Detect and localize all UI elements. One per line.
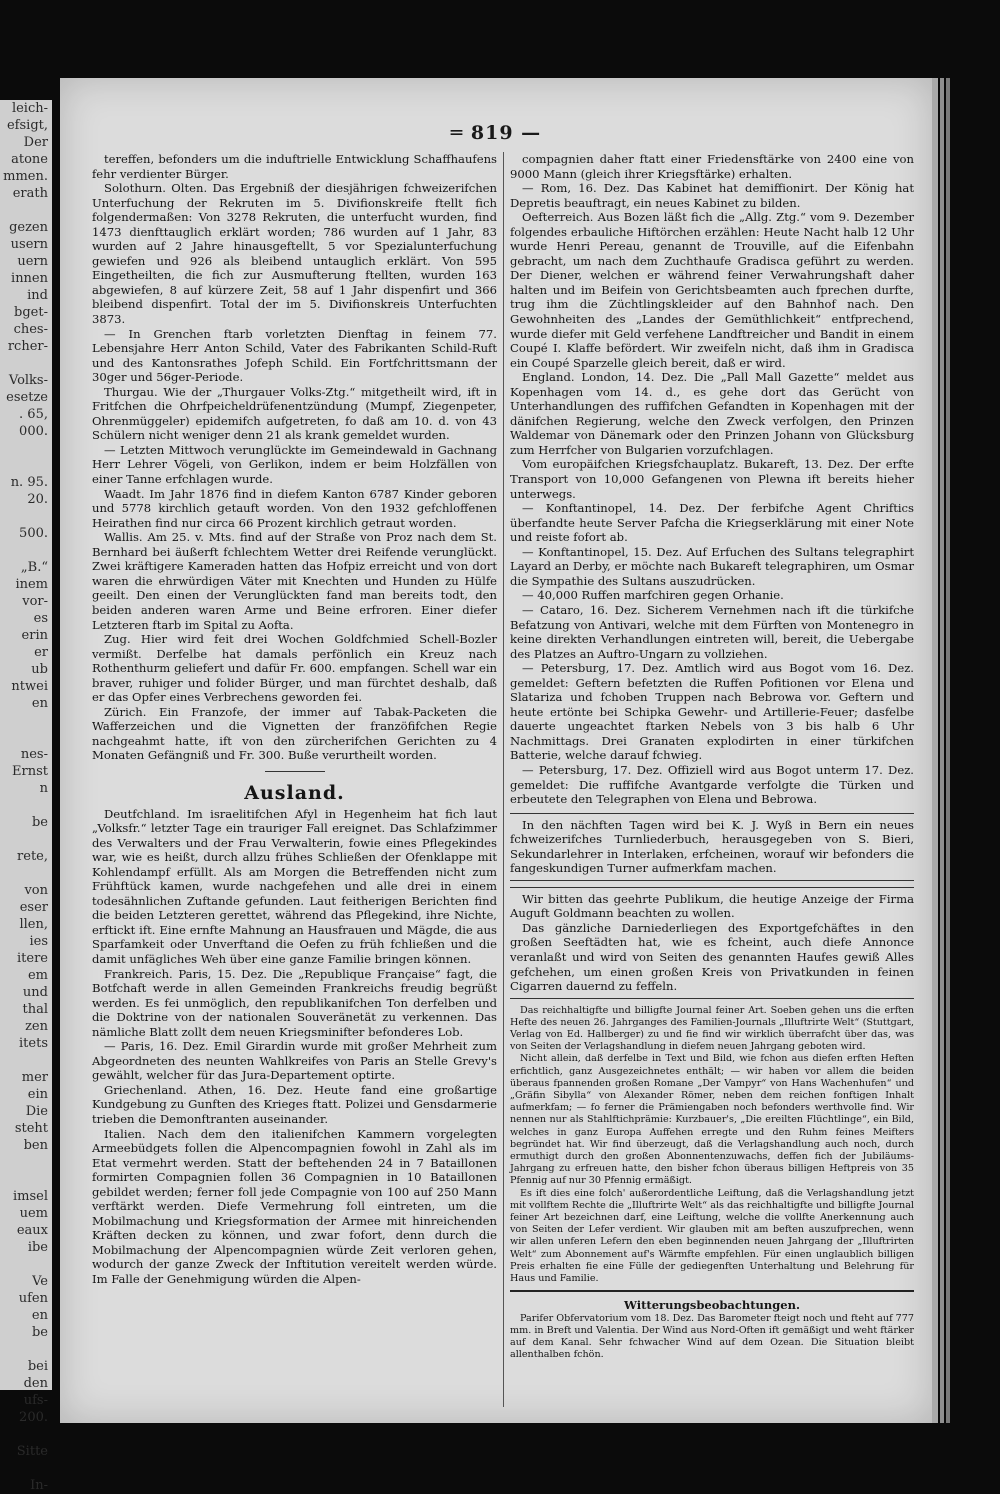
weather-text: Parifer Obfervatorium vom 18. Dez. Das Barometer fteigt noch und fteht auf 777 mm. in Breft und Valentia. Der Wind aus Nord-Often ift gemäßigt und weht ftärker auf dem Kanal. Sehr fchwacher Wind auf dem Ozean. Die Situation bleibt allenthalben fchön.	[510, 1312, 914, 1361]
section-title-ausland: Ausland.	[244, 781, 345, 804]
article-konstantinopel-14: — Konftantinopel, 14. Dez. Der ferbifche Agent Chriftics überfandte heute Server Pafcha die Kriegserklärung mit einer Note und reiste fofort ab.	[510, 501, 914, 545]
previous-page-fragment: bei	[27, 1359, 48, 1374]
article-waadt: Waadt. Im Jahr 1876 find in diefem Kanton 6787 Kinder geboren und 5778 kirchlich getauft worden. Von den 1932 gefchloffenen Heirathen find nur circa 66 Prozent kirchlich getraut worden.	[92, 486, 497, 530]
article-petersburg-17a: — Petersburg, 17. Dez. Amtlich wird aus Bogot vom 16. Dez. gemeldet: Geftern befetzten die Ruffen Pofitionen vor Elena und Slatariza und fchoben Truppen nach Bebrowa vor. Geftern und heute ertönte bei Schipka Gewehr- und Artillerie-Feuer; dasfelbe dauerte ungeachtet ftarken Nebels von 3 bis halb 6 Uhr Nachmittags. Drei Granaten explodirten in einer türkifchen Batterie, welche darauf fchwieg.	[510, 661, 914, 763]
previous-page-fragment	[0, 797, 52, 814]
previous-page-fragment	[0, 440, 52, 457]
previous-page-fragment: „B.“	[20, 560, 48, 575]
previous-page-fragment	[0, 1154, 52, 1171]
previous-page-fragment	[0, 729, 52, 746]
weather-divider	[510, 1290, 914, 1292]
column-rule	[503, 152, 504, 1407]
article-rom: — Rom, 16. Dez. Das Kabinet hat demiffionirt. Der König hat Depretis beauftragt, ein neues Kabinet zu bilden.	[510, 181, 914, 210]
journal-para-2: Nicht allein, daß derfelbe in Text und Bild, wie fchon aus diefen erften Heften erfichtlich, ganz Ausgezeichnetes enthält; — wir haben vor allem die beiden überaus fpannenden großen Romane „Der Vampyr“ von Hans Wachenhufen“ und „Gräfin Sibylla“ von Alexander Römer, neben dem reichen fonftigen Inhalt aufmerkfam; — fo ferner die Prämiengaben noch befonders werthvolle find. Wir nennen nur als Stahlftichprämie: Kurzbauer's, „Die ereilten Flüchtlinge“, ein Bild, welches in ganz Europa Auffehen erregte und den Ruhm feines Meifters begründet hat. Wir find überzeugt, daß die Verlagshandlung auch noch, durch ermuthigt durch den großen Abonnentenzuwachs, deffen fich der Jubiläums-Jahrgang zu erfreuen hatte, den bisher fchon überaus billigen Heftpreis von 35 Pfennig auf nur 30 Pfennig ermäßigt.	[510, 1053, 914, 1187]
previous-page-fragment: erath	[12, 186, 48, 201]
previous-page-fragment: . 65,	[19, 407, 48, 422]
previous-page-fragment: ein	[27, 1087, 48, 1102]
article-gachnang: — Letzten Mittwoch verunglückte im Gemeindewald in Gachnang Herr Lehrer Vögeli, von Gerlikon, indem er beim Holzfällen von einer Tanne erfchlagen wurde.	[92, 442, 497, 487]
previous-page-fragment	[0, 355, 52, 372]
previous-page-fragment: imsel	[12, 1189, 48, 1204]
previous-page-fragment: vor-	[22, 594, 48, 609]
previous-page-fragment: leich-	[11, 101, 48, 116]
previous-page-fragment: steht	[14, 1121, 48, 1136]
previous-page-fragment: en	[31, 1308, 48, 1323]
previous-page-fragment: efsigt,	[6, 118, 48, 133]
previous-page-fragment: eser	[19, 900, 48, 915]
previous-page-fragment: rcher-	[7, 339, 48, 354]
previous-page-fragment: er	[34, 645, 48, 660]
previous-page-fragment: uem	[19, 1206, 48, 1221]
previous-page-fragment: ben	[23, 1138, 48, 1153]
previous-page-edge	[0, 100, 52, 1493]
previous-page-fragment: ufen	[18, 1291, 48, 1306]
previous-page-fragment: ufs-	[23, 1393, 48, 1408]
previous-page-fragment: Ve	[32, 1274, 48, 1289]
left-column	[92, 152, 497, 1287]
previous-page-fragment: uern	[17, 254, 48, 269]
previous-page-fragment	[0, 712, 52, 729]
previous-page-fragment: 200.	[19, 1410, 48, 1425]
previous-page-fragment: n. 95.	[10, 475, 48, 490]
previous-page-fragment: ind	[27, 288, 48, 303]
previous-page-fragment: itets	[19, 1036, 48, 1051]
previous-page-fragment: Sitte	[16, 1444, 48, 1459]
previous-page-fragment: be	[31, 1325, 48, 1340]
notice-goldmann-2: Das gänzliche Darniederliegen des Exportgefchäftes in den großen Seeftädten hat, wie es fcheint, auch diefe Annonce veranlaßt und wird von Seiten des genannten Haufes gewiß Alles gefchehen, um einen großen Kreis von Privatkunden in feinen Cigarren dauernd zu feffeln.	[510, 920, 914, 994]
page-stack-edge	[946, 78, 950, 1423]
article-griechenland: Griechenland. Athen, 16. Dez. Heute fand eine großartige Kundgebung zu Gunften des Krieges ftatt. Polizei und Gensdarmerie trieben die Demonftranten auseinander.	[92, 1082, 497, 1126]
right-column	[510, 152, 914, 1362]
journal-para-3: Es ift dies eine folch' außerordentliche Leiftung, daß die Verlagshandlung jetzt mit vollftem Rechte die „Illuftrirte Welt“ als das reichhaltigfte und billigfte Journal feiner Art bezeichnen darf, eine Leiftung, welche die vollfte Anerkennung auch von Seiten der Lefer verdient. Wir glauben mit am beften auszufprechen, wenn wir allen unferen Lefern den eben beginnenden neuen Jahrgang der „Illuftrirten Welt“ zum Abonnement auf's Wärmfte empfehlen. Für einen unglaublich billigen Preis erhalten fie eine Fülle der gediegenften Unterhaltung und Belehrung für Haus und Familie.	[510, 1187, 914, 1285]
previous-page-fragment: von	[24, 883, 48, 898]
article-zuerich: Zürich. Ein Franzofe, der immer auf Tabak-Packeten die Wafferzeichen und die Vignetten der franzöfifchen Regie nachgeahmt hatte, ift von den zürcherifchen Gerichten zu 4 Monaten Gefängniß und Fr. 300. Buße verurtheilt worden.	[92, 704, 497, 763]
previous-page-fragment	[0, 508, 52, 525]
previous-page-fragment: gezen	[9, 220, 48, 235]
previous-page-fragment: Ernst	[12, 764, 48, 779]
previous-page-fragment: innen	[11, 271, 48, 286]
article-paris-16: — Paris, 16. Dez. Emil Girardin wurde mit großer Mehrheit zum Abgeordneten des neunten Wahlkreifes von Paris an Stelle Grevy's gewählt, welcher für das Jura-Departement optirte.	[92, 1039, 497, 1083]
article-petersburg-17b: — Petersburg, 17. Dez. Offiziell wird aus Bogot unterm 17. Dez. gemeldet: Die ruffifche Avantgarde verfolgte die Türken und erbeutete den Telegraphen von Elena und Bebrowa.	[510, 762, 914, 807]
previous-page-fragment: Die	[25, 1104, 48, 1119]
page-stack-edge	[932, 78, 938, 1423]
previous-page-fragment: und	[22, 985, 48, 1000]
page-stack-edge	[940, 78, 944, 1423]
weather-title: Witterungsbeobachtungen.	[624, 1298, 800, 1313]
previous-page-fragment: esetze	[6, 390, 48, 405]
previous-page-fragment: en	[31, 696, 48, 711]
previous-page-fragment: erin	[21, 628, 48, 643]
previous-page-fragment: ntwei	[11, 679, 48, 694]
article-solothurn: Solothurn. Olten. Das Ergebniß der diesjährigen fchweizerifchen Unterfuchung der Rekruten im 5. Divifionskreife ftellt fich folgendermaßen: Von 3278 Rekruten, die unterfucht wurden, find 1473 dienfttauglich erklärt worden; 786 wurden auf 1 Jahr, 83 wurden auf 2 Jahre hinausgeftellt, 5 vor Spezialunterfuchung gewiefen und 926 als bleibend untauglich erklärt. Von 595 Eingetheilten, die fich zur Ausmufterung ftellten, wurden 163 abgewiefen, 8 auf kürzere Zeit, 58 auf 1 Jahr dispenfirt und 366 bleibend dispenfirt. Total der im 5. Divifionskreis Unterfuchten 3873.	[92, 181, 497, 327]
previous-page-fragment: den	[23, 1376, 48, 1391]
previous-page-fragment: Volks-	[8, 373, 48, 388]
article-italien: Italien. Nach dem den italienifchen Kammern vorgelegten Armeebüdgets follen die Alpencompagnien fowohl in Zahl als im Etat vermehrt werden. Statt der beftehenden 24 in 7 Bataillonen formirten Compagnien follen 36 Compagnien in 10 Bataillonen gebildet werden; ferner foll jede Compagnie von 100 auf 250 Mann verftärkt werden. Diefe Vermehrung foll eintreten, um die Mobilmachung und Kriegsformation der Armee mit hinreichenden Kräften decken zu können, und zwar fofort, denn durch die Mobilmachung der Alpencompagnien würde Zeit verloren gehen, wodurch der ganze Zweck der Inftitution vereitelt werden würde. Im Falle der Genehmigung würden die Alpen-	[92, 1126, 497, 1287]
section-divider	[265, 771, 325, 772]
previous-page-fragment: Der	[23, 135, 48, 150]
article-russen: — 40,000 Ruffen marfchiren gegen Orhanie.	[522, 588, 784, 603]
previous-page-fragment: em	[27, 968, 48, 983]
previous-page-fragment: eaux	[16, 1223, 48, 1238]
article-thurgau: Thurgau. Wie der „Thurgauer Volks-Ztg.“ mitgetheilt wird, ift in Fritfchen die Ohrfpeicheldrüfenentzündung (Mumpf, Ziegenpeter, Ohrenmüggeler) epidemifch aufgetreten, fo daß am 10. d. von 43 Schülern nicht weniger denn 21 als krank gemeldet wurden.	[92, 384, 497, 443]
advertisement-journal	[510, 1005, 914, 1286]
article-oesterreich: Oefterreich. Aus Bozen läßt fich die „Allg. Ztg.“ vom 9. Dezember folgendes erbauliche Hiftörchen erzählen: Heute Nacht halb 12 Uhr wurde Henri Pereau, genannt de Trouville, auf die Eifenbahn gebracht, um nach dem Zuchthaufe Gradisca geführt zu werden. Der Diener, welchen er während feiner Verwahrungshaft daher halten und im Beifein von Gerichtsbeamten auch fprechen durfte, trug ihm die Züchtlingskleider auf den Bahnhof nach. Den Gewohnheiten des „Landes der Gemüthlichkeit“ entfprechend, wurde diefer mit Geld verfehene Landftreicher und Bandit in einem Coupé I. Klaffe befördert. Wir zweifeln nicht, daß ihm in Gradisca ein Coupé Sparzelle gleich bereit, daß er wird.	[510, 210, 914, 370]
previous-page-fragment	[0, 1171, 52, 1188]
previous-page-fragment: mmen.	[3, 169, 48, 184]
article-frankreich: Frankreich. Paris, 15. Dez. Die „Republique Française“ fagt, die Botfchaft werde in allen Gemeinden Frankreichs freudig begrüßt werden. Es fei unmöglich, den republikanifchen Ton derfelben und die Doktrine von der nationalen Souveränetät zu verkennen. Das nämliche Blatt zollt dem neuen Kriegsminifter befonderes Lob.	[92, 966, 497, 1039]
notice-turnliederbuch	[510, 813, 914, 881]
previous-page-fragment: 500.	[19, 526, 48, 541]
previous-page-fragment: ies	[29, 934, 48, 949]
previous-page-fragment: n	[39, 781, 48, 796]
page-number: ═ 819 —	[450, 122, 542, 144]
previous-page-fragment	[0, 202, 52, 219]
previous-page-fragment	[0, 542, 52, 559]
previous-page-fragment: bget-	[14, 305, 48, 320]
previous-page-fragment	[0, 1341, 52, 1358]
previous-page-fragment: itere	[17, 951, 48, 966]
previous-page-fragment	[0, 831, 52, 848]
article-wallis: Wallis. Am 25. v. Mts. find auf der Straße von Proz nach dem St. Bernhard bei äußerft fchlechtem Wetter drei Reifende verunglückt. Zwei kräftigere Kameraden hatten das Hofpiz erreicht und von dort waren die ehrwürdigen Väter mit Knechten und Hunden zu Hülfe geeilt. Den einen der Verunglückten fand man bereits todt, den beiden anderen waren Arme und Beine erfroren. Einer diefer Letzteren ftarb im Spital zu Aofta.	[92, 530, 497, 632]
article-england: England. London, 14. Dez. Die „Pall Mall Gazette“ meldet aus Kopenhagen vom 14. d., es gehe dort das Gerücht von Unterhandlungen des ruffifchen Gefandten in Kopenhagen mit der dänifchen Regierung, welche den Zweck verfolgen, den Prinzen Waldemar von Dänemark oder den Prinzen Johann von Glücksburg zum Herrfcher von Bulgarien vorzufchlagen.	[510, 370, 914, 457]
notice-turnlieder-text: In den nächften Tagen wird bei K. J. Wyß in Bern ein neues fchweizerifches Turnliederbuch, herausgegeben von S. Bieri, Sekundarlehrer in Interlaken, erfcheinen, worauf wir befonders die fangeskundigen Turner aufmerkfam machen.	[510, 817, 914, 876]
previous-page-fragment: 20.	[27, 492, 48, 507]
previous-page-fragment: be	[31, 815, 48, 830]
previous-page-fragment: ches-	[13, 322, 48, 337]
previous-page-fragment	[0, 1256, 52, 1273]
article-grenchen: — In Grenchen ftarb vorletzten Dienftag in feinem 77. Lebensjahre Herr Anton Schild, Vater des Fabrikanten Schild-Ruft und des Kantonsrathes Jofeph Schild. Ein Fortfchrittsmann der 30ger und 56ger-Periode.	[92, 326, 497, 385]
newspaper-page	[60, 78, 932, 1423]
previous-page-fragment	[0, 1426, 52, 1443]
article-konstantinopel-15: — Konftantinopel, 15. Dez. Auf Erfuchen des Sultans telegraphirt Layard an Derby, er möchte nach Bukareft telegraphiren, um Osmar die Sympathie des Sultans auszudrücken.	[510, 544, 914, 588]
journal-para-1: Das reichhaltigfte und billigfte Journal feiner Art. Soeben gehen uns die erften Hefte des neuen 26. Jahrganges des Familien-Journals „Illuftrirte Welt“ (Stuttgart, Verlag von Ed. Hallberger) zu und fie find wir wirklich überrafcht über das, was von Seiten der Verlagshandlung in diefem neuen Jahrgang geboten wird.	[510, 1004, 914, 1053]
article-zug: Zug. Hier wird feit drei Wochen Goldfchmied Schell-Bozler vermißt. Derfelbe hat damals perfönlich ein Kreuz nach Rothenthurm geliefert und dafür Fr. 600. empfangen. Schell war ein braver, ruhiger und folider Bürger, und man fürchtet deshalb, daß er das Opfer eines Verbrechens geworden fei.	[92, 632, 497, 705]
previous-page-fragment: ibe	[27, 1240, 48, 1255]
weather-report	[510, 1313, 914, 1362]
previous-page-fragment	[0, 457, 52, 474]
previous-page-fragment	[0, 865, 52, 882]
notice-goldmann-1: Wir bitten das geehrte Publikum, die heutige Anzeige der Firma Auguft Goldmann beachten zu wollen.	[510, 891, 914, 921]
article-cataro: — Cataro, 16. Dez. Sicherem Vernehmen nach ift die türkifche Befatzung von Antivari, welche mit dem Fürften von Montenegro in keine direkten Verhandlungen eintreten will, bereit, die Uebergabe des Platzes an Auftro-Ungarn zu vollziehen.	[510, 602, 914, 661]
previous-page-fragment: mer	[21, 1070, 48, 1085]
previous-page-fragment: inem	[15, 577, 48, 592]
previous-page-fragment	[0, 1460, 52, 1477]
previous-page-fragment: llen,	[19, 917, 48, 932]
previous-page-fragment: rete,	[17, 849, 48, 864]
article-deutschland: Deutfchland. Im israelitifchen Afyl in Hegenheim hat fich laut „Volksfr.“ letzter Tage ein trauriger Fall ereignet. Das Schlafzimmer des Verwalters und der Frau Verwalterin, fowie eines Pflegekindes war, wie es heißt, durch allzu frühes Schließen der Ofenklappe mit Kohlendampf erfüllt. Als am Morgen die Betreffenden nicht zum Frühftück kamen, wurde nachgefehen und alle drei in einem todesähnlichen Zuftande gefunden. Laut feitherigen Berichten find die beiden Letzteren gerettet, während das Pflegekind, ihre Nichte, erftickt ift. Eine ernfte Mahnung an Hausfrauen und Mägde, die aus Sparfamkeit oder Unverftand die Oefen zu früh fchließen und die damit unfägliches Weh über eine ganze Familie bringen können.	[92, 806, 497, 966]
previous-page-fragment: thal	[22, 1002, 48, 1017]
previous-page-fragment: usern	[10, 237, 48, 252]
article-italien-cont: compagnien daher ftatt einer Friedensftärke von 2400 eine von 9000 Mann (gleich ihrer Kriegsftärke) erhalten.	[510, 152, 914, 181]
previous-page-fragment: atone	[11, 152, 48, 167]
article-intro: tereffen, befonders um die induftrielle Entwicklung Schaffhaufens fehr verdienter Bürger.	[92, 152, 497, 181]
previous-page-fragment: nes-	[20, 747, 48, 762]
previous-page-fragment: In-	[30, 1478, 48, 1493]
previous-page-fragment: zen	[25, 1019, 48, 1034]
previous-page-fragment	[0, 1052, 52, 1069]
notice-goldmann	[510, 887, 914, 999]
previous-page-fragment: ub	[31, 662, 48, 677]
previous-page-fragment: 000.	[19, 424, 48, 439]
article-kriegsschauplatz: Vom europäifchen Kriegsfchauplatz. Bukareft, 13. Dez. Der erfte Transport von 10,000 Gefangenen von Plewna ift bereits hieher unterwegs.	[510, 457, 914, 501]
previous-page-fragment: es	[33, 611, 48, 626]
